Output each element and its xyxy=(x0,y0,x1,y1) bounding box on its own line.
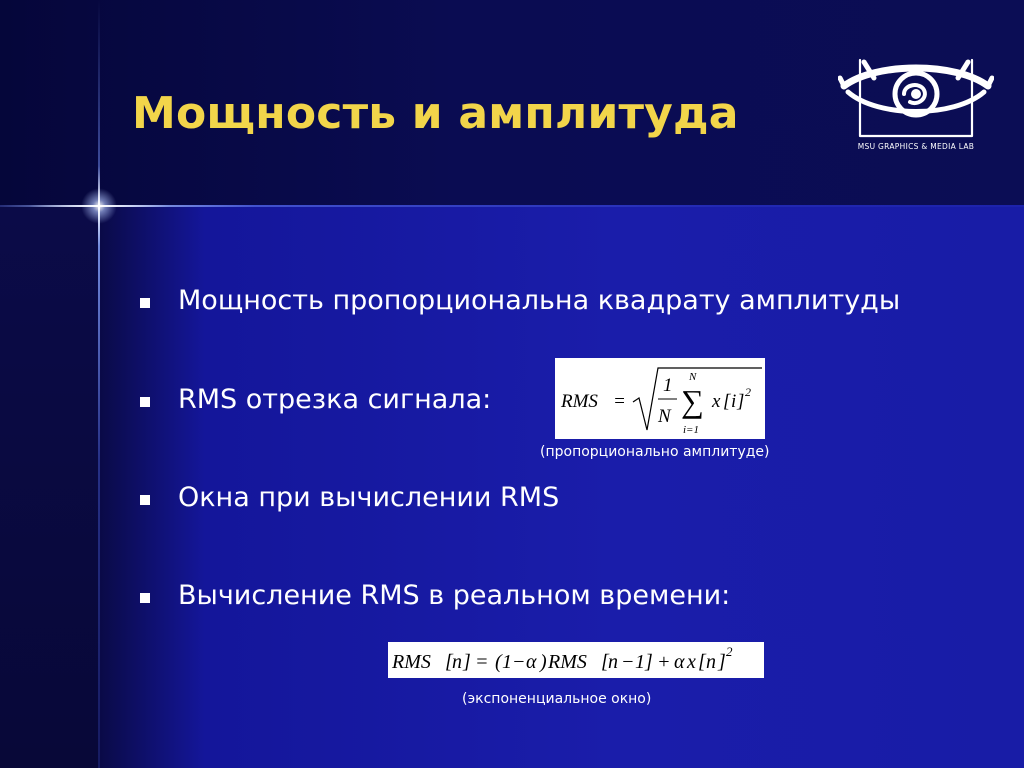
formula-lhs: RMS xyxy=(561,391,598,412)
svg-text:n: n xyxy=(706,651,716,673)
formula-exponent: 2 xyxy=(745,385,751,399)
sum-lower-limit: i=1 xyxy=(683,424,699,436)
svg-text:n: n xyxy=(608,651,618,673)
svg-text:]: ] xyxy=(645,651,653,673)
bullet-text: Вычисление RMS в реальном времени: xyxy=(178,580,731,611)
rms-formula xyxy=(555,358,765,439)
formula-index: i xyxy=(731,391,737,412)
rms-formula-caption: (пропорционально амплитуде) xyxy=(540,444,770,460)
svg-text:[: [ xyxy=(445,651,453,673)
realtime-formula-caption: (экспоненциальное окно) xyxy=(462,691,652,707)
svg-text:]: ] xyxy=(718,651,726,673)
square-bullet-icon xyxy=(140,298,150,308)
bullet-text: Мощность пропорциональна квадрату амплитуды xyxy=(178,285,901,316)
slide-title: Мощность и амплитуда xyxy=(132,88,739,139)
svg-text:α: α xyxy=(674,651,685,673)
logo-caption: MSU GRAPHICS & MEDIA LAB xyxy=(857,142,975,151)
sum-upper-limit: N xyxy=(689,371,697,383)
square-bullet-icon xyxy=(140,397,150,407)
rms-formula-svg xyxy=(555,358,765,439)
svg-text:[: [ xyxy=(601,651,609,673)
svg-text:=: = xyxy=(475,651,489,673)
svg-text:n: n xyxy=(452,651,462,673)
svg-text:(: ( xyxy=(495,651,502,673)
svg-text:[: [ xyxy=(723,391,731,412)
svg-text:RMS: RMS xyxy=(548,651,587,673)
svg-text:RMS: RMS xyxy=(392,651,431,673)
left-strip xyxy=(0,205,98,768)
svg-text:[: [ xyxy=(698,651,706,673)
svg-text:−: − xyxy=(512,651,526,673)
bullet-text: Окна при вычислении RMS xyxy=(178,482,560,513)
svg-text:]: ] xyxy=(737,391,745,412)
vertical-divider-line xyxy=(98,0,100,768)
realtime-rms-formula-svg xyxy=(388,642,764,678)
square-bullet-icon xyxy=(140,495,150,505)
formula-denominator: N xyxy=(658,406,671,427)
svg-text:1: 1 xyxy=(635,651,645,673)
svg-text:x: x xyxy=(687,651,696,673)
svg-text:+: + xyxy=(657,651,671,673)
sum-symbol: ∑ xyxy=(681,383,704,419)
svg-text:1: 1 xyxy=(502,651,512,673)
formula-equals: = xyxy=(613,391,626,412)
formula-numerator: 1 xyxy=(663,375,673,396)
svg-text:−: − xyxy=(621,651,635,673)
formula-x: x xyxy=(712,391,721,412)
eye-logo-icon xyxy=(838,48,994,140)
square-bullet-icon xyxy=(140,593,150,603)
msu-graphics-logo xyxy=(838,48,994,158)
bullet-text: RMS отрезка сигнала: xyxy=(178,384,492,415)
realtime-rms-formula xyxy=(388,642,764,678)
svg-text:2: 2 xyxy=(726,644,733,659)
svg-text:]: ] xyxy=(463,651,471,673)
svg-text:): ) xyxy=(540,651,547,673)
svg-text:α: α xyxy=(526,651,537,673)
